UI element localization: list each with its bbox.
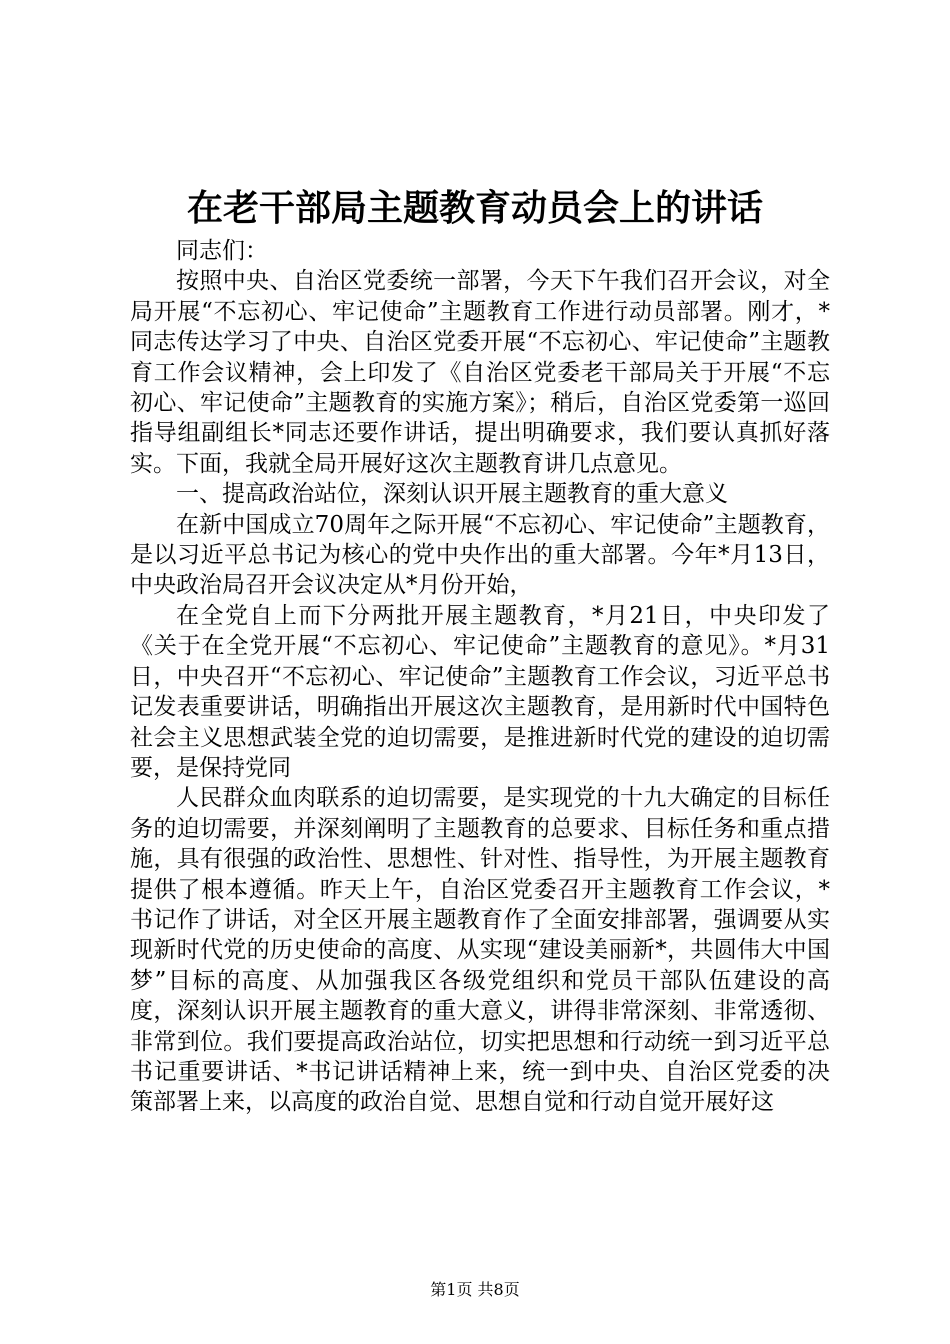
section-heading: 一、提高政治站位，深刻认识开展主题教育的重大意义 xyxy=(176,481,728,508)
body-paragraph: 在全党自上而下分两批开展主题教育，*月21日，中央印发了《关于在全党开展“不忘初心、牢记使命”主题教育的意见》。*月31日，中央召开“不忘初心、牢记使命”主题教育工作会议，习近平总书记发表重要讲话，明确指出开展这次主题教育，是用新时代中国特色社会主义思想武装全党的迫切需要，是推进新时代党的建设的迫切需要，是保持党同 xyxy=(130,602,830,781)
body-paragraph: 按照中央、自治区党委统一部署，今天下午我们召开会议，对全局开展“不忘初心、牢记使命”主题教育工作进行动员部署。刚才，*同志传达学习了中央、自治区党委开展“不忘初心、牢记使命”主题教育工作会议精神，会上印发了《自治区党委老干部局关于开展“不忘初心、牢记使命”主题教育的实施方案》；稍后，自治区党委第一巡回指导组副组长*同志还要作讲话，提出明确要求，我们要认真抓好落实。下面，我就全局开展好这次主题教育讲几点意见。 xyxy=(130,268,830,477)
document-body xyxy=(130,236,830,1118)
document-title: 在老干部局主题教育动员会上的讲话 xyxy=(186,187,763,229)
body-paragraph: 在新中国成立70周年之际开展“不忘初心、牢记使命”主题教育，是以习近平总书记为核心的党中央作出的重大部署。今年*月13日，中央政治局召开会议决定从*月份开始， xyxy=(130,511,830,599)
salutation-paragraph: 同志们： xyxy=(176,238,268,264)
page-footer: 第1页 共8页 xyxy=(430,1280,520,1299)
body-paragraph: 人民群众血肉联系的迫切需要，是实现党的十九大确定的目标任务的迫切需要，并深刻阐明了主题教育的总要求、目标任务和重点措施，具有很强的政治性、思想性、针对性、指导性，为开展主题教育提供了根本遵循。昨天上午，自治区党委召开主题教育工作会议，*书记作了讲话，对全区开展主题教育作了全面安排部署，强调要从实现新时代党的历史使命的高度、从实现“建设美丽新*，共圆伟大中国梦”目标的高度、从加强我区各级党组织和党员干部队伍建设的高度，深刻认识开展主题教育的重大意义，讲得非常深刻、非常透彻、非常到位。我们要提高政治站位，切实把思想和行动统一到习近平总书记重要讲话、*书记讲话精神上来，统一到中央、自治区党委的决策部署上来，以高度的政治自觉、思想自觉和行动自觉开展好这 xyxy=(130,785,830,1116)
